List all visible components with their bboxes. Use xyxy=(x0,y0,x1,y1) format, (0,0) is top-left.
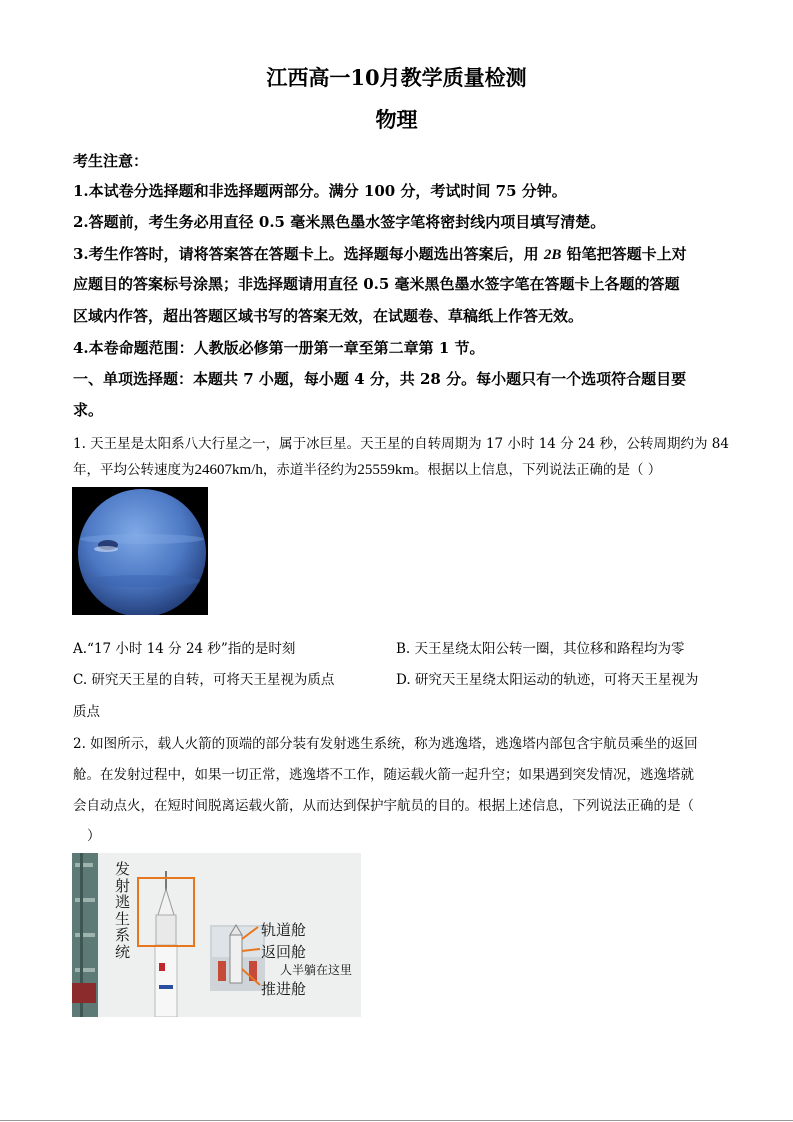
return-module-label: 返回舱 xyxy=(261,943,307,961)
subject-title: 物理 xyxy=(375,107,418,132)
section-heading-line2: 求。 xyxy=(73,401,104,419)
q1-option-d-cont: 质点 xyxy=(73,704,100,720)
notice-heading: 考生注意： xyxy=(73,152,149,170)
notice-item-4: 4.本卷命题范围：人教版必修第一册第一章至第二章第 1 节。 xyxy=(73,339,485,357)
q1-stem-line2-c: 。根据以上信息，下列说法正确的是（ ） xyxy=(414,462,662,478)
propulsion-module-label: 推进舱 xyxy=(261,980,307,998)
q1-option-a: A.“17 小时 14 分 24 秒”指的是时刻 xyxy=(73,641,296,657)
q2-stem-line1: 2. 如图所示，载人火箭的顶端的部分装有发射逃生系统，称为逃逸塔，逃逸塔内部包含宇航员乘坐的返回 xyxy=(73,736,698,752)
escape-system-char: 逃 xyxy=(115,893,131,911)
q2-stem-line4: ） xyxy=(87,828,101,844)
escape-system-char: 射 xyxy=(115,876,131,895)
notice-item-3 xyxy=(73,243,687,264)
q1-radius: 25559km xyxy=(357,462,415,478)
orbital-module-label: 轨道舱 xyxy=(261,921,307,939)
notice-item-3-text: 3.考生作答时，请将答案答在答题卡上。选择题每小题选出答案后，用 xyxy=(73,245,544,263)
pencil-grade: 2B xyxy=(543,247,562,263)
escape-system-label xyxy=(115,861,131,960)
notice-item-2: 2.答题前，考生务必用直径 0.5 毫米黑色墨水签字笔将密封线内项目填写清楚。 xyxy=(73,213,606,231)
escape-system-char: 统 xyxy=(115,942,131,961)
uranus-image xyxy=(72,487,208,615)
notice-item-3-text-b: 铅笔把答题卡上对 xyxy=(566,245,687,263)
q2-stem-line3: 会自动点火，在短时间脱离运载火箭，从而达到保护宇航员的目的。根据上述信息，下列说法正确的是（ xyxy=(73,798,694,814)
escape-system-char: 生 xyxy=(115,909,131,928)
notice-item-3-line3: 区域内作答，超出答题区域书写的答案无效，在试题卷、草稿纸上作答无效。 xyxy=(73,307,584,325)
q1-stem-line2-b: ，赤道半径约为 xyxy=(262,462,358,478)
notice-item-3-line2: 应题目的答案标号涂黑；非选择题请用直径 0.5 毫米黑色墨水签字笔在答题卡上各题的答题 xyxy=(73,275,680,293)
q1-stem-line2-a: 年，平均公转速度为 xyxy=(73,462,195,478)
q2-stem-line2: 舱。在发射过程中，如果一切正常，逃逸塔不工作，随运载火箭一起升空；如果遇到突发情况，逃逸塔就 xyxy=(73,767,694,783)
q1-speed: 24607km/h xyxy=(194,462,263,478)
exam-title: 江西高一10月教学质量检测 xyxy=(266,65,527,90)
q1-stem-line2 xyxy=(73,458,661,479)
notice-item-1: 1.本试卷分选择题和非选择题两部分。满分 100 分，考试时间 75 分钟。 xyxy=(73,182,567,200)
page-bottom-rule xyxy=(0,1120,793,1121)
q1-option-b: B. 天王星绕太阳公转一圈，其位移和路程均为零 xyxy=(396,641,685,657)
escape-system-char: 发 xyxy=(115,860,131,878)
person-note-label: 人半躺在这里 xyxy=(280,963,353,977)
rocket-figure xyxy=(72,853,361,1017)
q1-option-d: D. 研究天王星绕太阳运动的轨迹，可将天王星视为 xyxy=(396,672,699,688)
q1-option-c: C. 研究天王星的自转，可将天王星视为质点 xyxy=(73,672,335,688)
escape-system-char: 系 xyxy=(115,926,131,944)
planet-illustration xyxy=(72,487,208,615)
section-heading-line1: 一、单项选择题：本题共 7 小题，每小题 4 分，共 28 分。每小题只有一个选项符合题目要 xyxy=(73,370,687,388)
q1-stem-line1: 1. 天王星是太阳系八大行星之一，属于冰巨星。天王星的自转周期为 17 小时 14 分 24 秒，公转周期约为 84 xyxy=(73,436,729,452)
